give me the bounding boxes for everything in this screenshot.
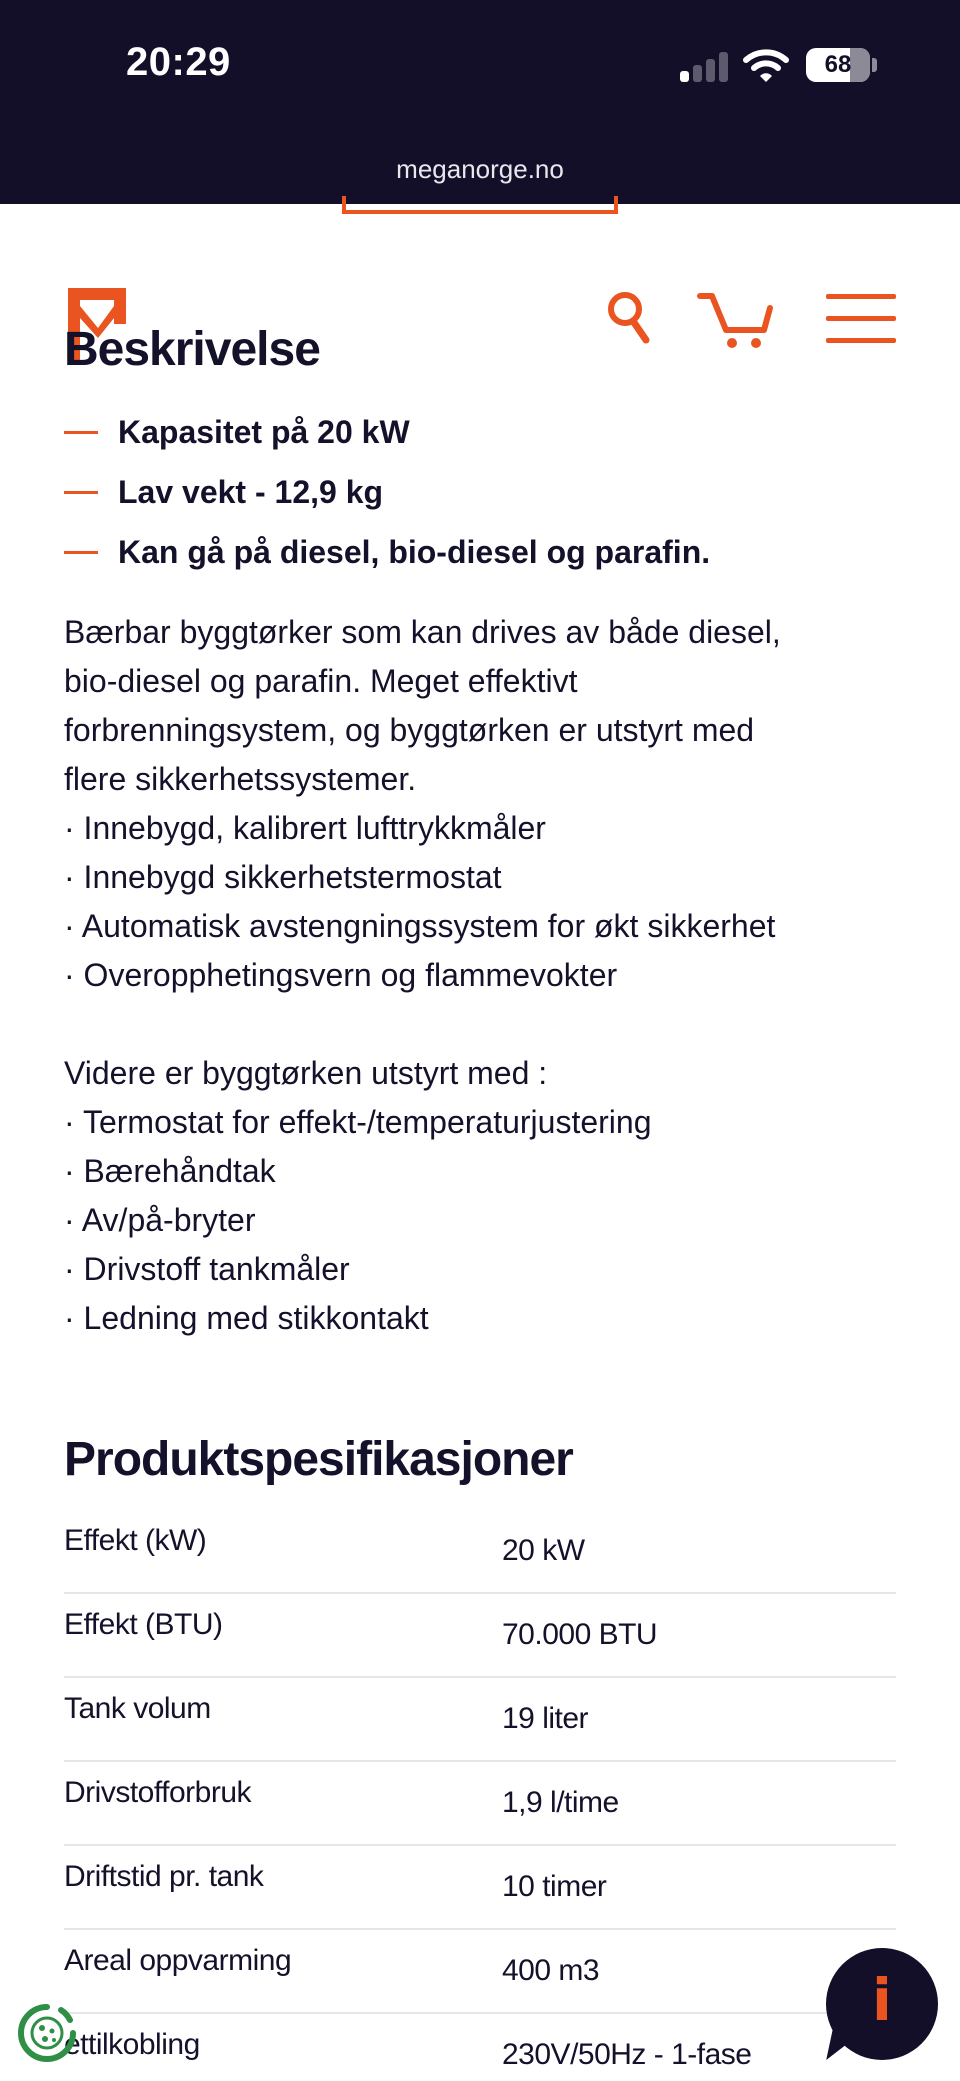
hamburger-menu-icon[interactable] [826,292,896,348]
spec-value: 70.000 BTU [502,1618,658,1651]
spec-row [64,1594,896,1678]
product-description: Bærbar byggtørker som kan drives av både diesel, bio-diesel og parafin. Meget effektivt forbrenningsystem, og byggtørken er utstyrt med flere sikkerhetssystemer. · Innebygd, kalibrert lufttrykkmåler · Innebygd sikkerhetstermostat · Automatisk avstengningssystem for økt sikkerhet · Overopphetingsvern og flammevokter Videre er byggtørken utstyrt med : · Termostat for effekt-/temperaturjustering · Bærehåndtak · Av/på-bryter · Drivstoff tankmåler · Ledning med stikkontakt [64,614,781,1336]
cart-icon[interactable] [696,290,776,352]
search-icon[interactable] [606,290,652,346]
battery-tip [872,58,877,72]
partial-orange-button[interactable] [342,196,618,214]
status-bar [0,0,960,204]
spec-name: Driftstid pr. tank [64,1860,264,1893]
spec-value: 20 kW [502,1534,585,1567]
feature-list [64,402,904,582]
feature-text: Kan gå på diesel, bio-diesel og parafin. [118,533,711,570]
feature-item [64,402,904,462]
status-time: 20:29 [126,40,231,84]
spec-value: 400 m3 [502,1954,600,1987]
spec-value: 10 timer [502,1870,607,1903]
spec-value: 1,9 l/time [502,1786,619,1819]
spec-name: ettilkobling [64,2028,200,2061]
info-chat-button[interactable] [826,1948,938,2060]
dash-icon [64,551,98,554]
spec-row [64,1510,896,1594]
spec-value: 230V/50Hz - 1-fase [502,2038,752,2071]
spec-row [64,1678,896,1762]
spec-row [64,1846,896,1930]
feature-item [64,522,904,582]
cookie-settings-icon[interactable] [16,2002,78,2064]
feature-item [64,462,904,522]
spec-name: Tank volum [64,1692,211,1725]
spec-value: 19 liter [502,1702,589,1735]
wifi-icon [742,46,790,84]
spec-name: Effekt (BTU) [64,1608,223,1641]
spec-name: Effekt (kW) [64,1524,207,1557]
dash-icon [64,491,98,494]
address-bar-url[interactable]: meganorge.no [396,154,564,184]
spec-table [64,1510,896,2081]
spec-row [64,1930,896,2014]
info-chat-icon: i [872,1966,892,2034]
battery-indicator [806,48,870,82]
feature-text: Lav vekt - 12,9 kg [118,473,384,510]
spec-name: Drivstofforbruk [64,1776,252,1809]
dash-icon [64,431,98,434]
battery-level: 68 [824,51,852,78]
cellular-signal-icon [680,50,730,82]
spec-row [64,1762,896,1846]
spec-row [64,2014,896,2081]
description-title: Beskrivelse [64,323,320,376]
feature-text: Kapasitet på 20 kW [118,413,410,450]
spec-name: Areal oppvarming [64,1944,292,1977]
specs-title: Produktspesifikasjoner [64,1433,573,1486]
